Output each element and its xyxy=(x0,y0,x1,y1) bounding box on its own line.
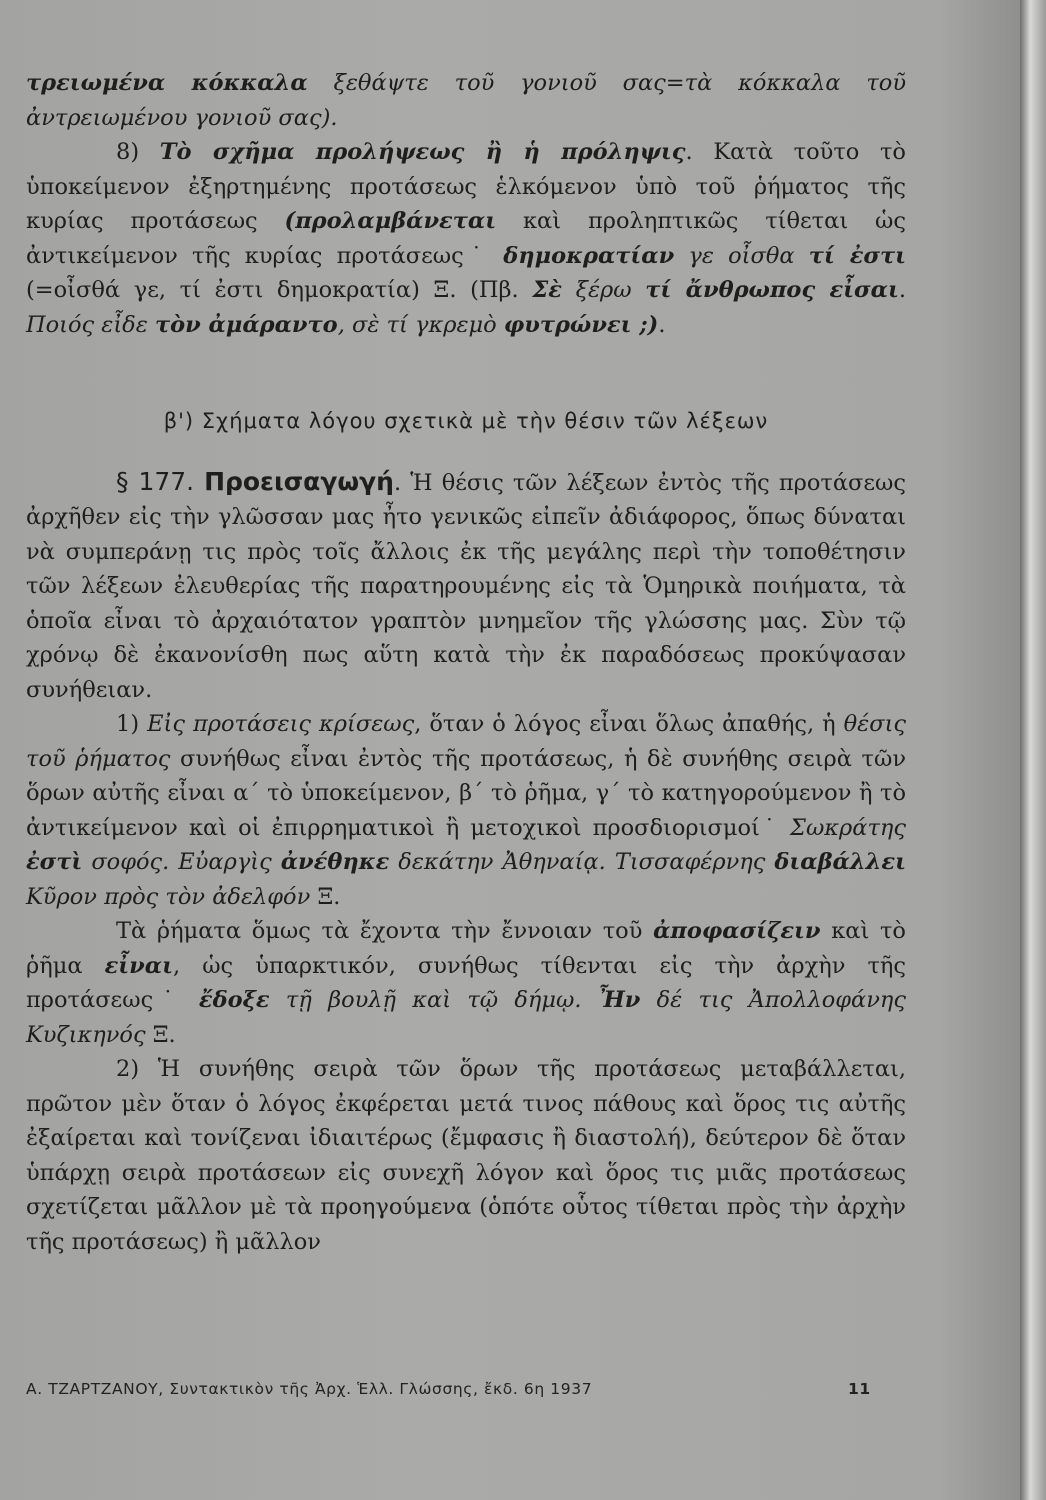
bold-phrase: (προλαμβάνεται xyxy=(284,208,497,234)
italic-phrase: δεκάτην Ἀθηναίᾳ. Τισσαφέρνης xyxy=(389,849,775,875)
bold-phrase: ἔδοξε xyxy=(198,987,270,1013)
italic-phrase: τῇ βουλῇ καὶ τῷ δήμῳ. xyxy=(269,987,598,1013)
bold-phrase: τί xyxy=(645,277,672,303)
page-number: 11 xyxy=(848,1380,871,1398)
bold-phrase: Ἦν xyxy=(597,987,641,1013)
italic-phrase: σοφός. Εὐαργὶς xyxy=(82,849,281,875)
italic-phrase: Εἰς προτάσεις κρίσεως xyxy=(147,711,415,737)
italic-phrase: γε οἶσθα xyxy=(674,242,809,269)
bold-phrase: δημοκρατίαν xyxy=(503,242,675,269)
italic-phrase: Σωκράτης xyxy=(790,814,906,841)
paragraph-1 xyxy=(26,66,906,135)
body-text: . Ἡ θέσις τῶν λέξεων ἐντὸς τῆς προτάσεως ἀρχῆθεν εἰς τὴν γλῶσσαν μας ἦτο γενικῶς εἰπεῖν ἀδιάφορος, ὅπως δύναται νὰ συμπεράνῃ τις πρὸς τοῖς ἄλλοις ἐκ τῆς μεγάλης περὶ τὴν τοποθέτησιν τῶν λέξεων ἐλευθερίας τῆς παρατηρουμένης εἰς τὰ Ὁμηρικὰ ποιήματα, τὰ ὁποῖα εἶναι τὸ ἀρχαιότατον γραπτὸν μνημεῖον τῆς γλώσσης μας. Σὺν τῷ χρόνῳ δὲ ἐκανονίσθη πως αὕτη κατὰ τὴν ἐκ παραδόσεως προκύψασαν συνήθειαν. xyxy=(26,469,906,703)
bold-phrase: Σὲ xyxy=(532,277,562,303)
bold-phrase: ἄνθρωπος εἶσαι xyxy=(671,277,899,303)
body-text: καὶ προληπτικῶς τίθεται ὡς ἀντικείμενον τῆς κυρίας προτάσεως˙ xyxy=(26,208,906,269)
item-number: 8) xyxy=(116,139,160,165)
page-footer xyxy=(26,1380,906,1398)
paragraph-5 xyxy=(26,914,906,1052)
bold-phrase: εἶναι xyxy=(104,952,173,979)
body-text: . xyxy=(658,311,666,338)
bold-phrase: ἀποφασίζειν xyxy=(653,918,821,944)
body-text: συνήθως εἶναι ἐντὸς τῆς προτάσεως, ἡ δὲ συνήθης σειρὰ τῶν ὅρων αὐτῆς εἶναι α΄ τὸ ὑποκείμενον, β΄ τὸ ῥῆμα, γ΄ τὸ κατηγορούμενον ἢ τὸ ἀντικείμενον καὶ οἱ ἐπιρρηματικοὶ ἢ μετοχικοὶ προσδιορισμοί˙ xyxy=(26,745,906,841)
item-number: 1) xyxy=(116,711,148,737)
subsection-heading: β') Σχήματα λόγου σχετικὰ μὲ τὴν θέσιν τῶν λέξεων xyxy=(163,409,769,433)
italic-phrase: Ποιός εἶδε xyxy=(26,311,155,338)
section-gap xyxy=(26,342,906,404)
bold-phrase: φυτρώνει ;) xyxy=(503,311,659,338)
page-body xyxy=(26,66,906,1259)
bold-phrase: τί ἐστι xyxy=(808,242,906,269)
body-text: , ὡς ὑπαρκτικόν, συνήθως τίθενται εἰς τὴν ἀρχὴν τῆς προτάσεως˙ xyxy=(26,952,906,1013)
italic-phrase: , σὲ τί γκρεμὸ xyxy=(337,311,504,338)
term-heading: Τὸ σχῆμα προλήψεως ἢ ἡ πρόληψις xyxy=(159,139,686,165)
body-text: (=οἶσθά γε, τί ἐστι δημοκρατία) Ξ. (Πβ. xyxy=(26,277,533,303)
italic-phrase: ξεθάψτε τοῦ γονιοῦ σας=τὰ κόκκαλα τοῦ ἀντρειωμένου γονιοῦ σας). xyxy=(26,70,906,131)
paragraph-2 xyxy=(26,135,906,342)
paragraph-3 xyxy=(26,465,906,708)
section-number: § 177. xyxy=(116,466,205,496)
body-text: , ὅταν ὁ λόγος εἶναι ὅλως ἀπαθής, ἡ xyxy=(414,711,844,737)
footer-citation: Α. ΤΖΑΡΤΖΑΝΟΥ, Συντακτικὸν τῆς Ἀρχ. Ἑλλ. Γλώσσης, ἔκδ. 6η 1937 xyxy=(26,1380,593,1398)
body-text: . Κατὰ τοῦτο τὸ ὑποκείμενον ἐξηρτημένης προτάσεως ἑλκόμενον ὑπὸ τοῦ ῥήματος τῆς κυρίας προτάσεως xyxy=(26,139,906,234)
page-edge xyxy=(1020,0,1046,1500)
bold-phrase: ἀνέθηκε xyxy=(280,849,390,875)
italic-phrase: Κῦρον πρὸς τὸν ἀδελφόν xyxy=(26,883,311,910)
body-text: Ξ. xyxy=(145,1021,176,1048)
paragraph-6: 2) Ἡ συνήθης σειρὰ τῶν ὅρων τῆς προτάσεως μεταβάλλεται, πρῶτον μὲν ὅταν ὁ λόγος ἐκφέρεται μετά τινος πάθους καὶ ὅρος τις αὐτῆς ἐξαίρεται καὶ τονίζεναι ἰδιαιτέρως (ἔμφασις ἢ διαστολή), δεύτερον δὲ ὅταν ὑπάρχῃ σειρὰ προτάσεων εἰς συνεχῆ λόγον καὶ ὅρος τις μιᾶς προτάσεως σχετίζεται μᾶλλον μὲ τὰ προηγούμενα (ὁπότε οὗτος τίθεται πρὸς τὴν ἀρχὴν τῆς προτάσεως) ἢ μᾶλλον xyxy=(26,1056,906,1255)
italic-phrase: θέσις τοῦ ῥήματος xyxy=(26,711,906,772)
italic-phrase: ξέρω xyxy=(561,277,646,303)
bold-phrase: τὸν ἀμάραντο xyxy=(154,311,338,338)
paragraph-4 xyxy=(26,707,906,914)
bold-phrase: διαβάλλει xyxy=(774,849,906,875)
bold-phrase: ἐστὶ xyxy=(26,849,83,875)
italic-phrase: δέ τις Ἀπολλοφάνης Κυζικηνός xyxy=(26,987,906,1048)
body-text: . xyxy=(898,277,906,303)
bold-phrase: τρειωμένα κόκκαλα xyxy=(26,70,308,96)
body-text: Ξ. xyxy=(310,883,341,910)
body-text: καὶ τὸ ῥῆμα xyxy=(26,918,906,979)
section-title: Προεισαγωγή xyxy=(204,466,394,496)
body-text: Τὰ ῥήματα ὅμως τὰ ἔχοντα τὴν ἔννοιαν τοῦ xyxy=(116,918,654,944)
